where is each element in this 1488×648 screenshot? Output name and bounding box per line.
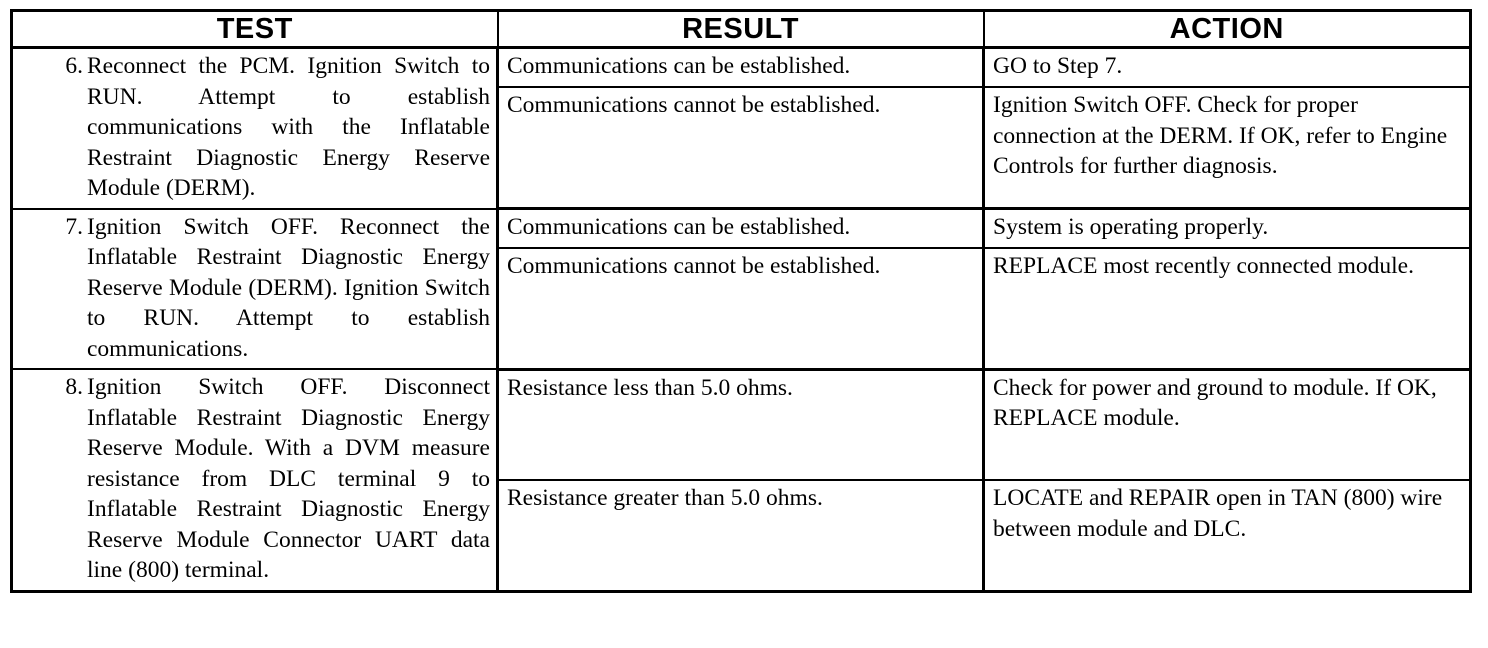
header-row	[12, 11, 1471, 48]
header-action: ACTION	[984, 11, 1471, 48]
result-cell: Communications cannot be established.	[498, 248, 984, 369]
result-cell: Communications cannot be established.	[498, 87, 984, 209]
test-description: Reconnect the PCM. Ignition Switch to RUN. Attempt to establish communications with the Inflatable Restraint Diagnostic Energy Reserve Module (DERM).	[87, 53, 490, 201]
action-cell: LOCATE and REPAIR open in TAN (800) wire between module and DLC.	[984, 480, 1471, 591]
action-cell: GO to Step 7.	[984, 48, 1471, 88]
result-cell: Resistance greater than 5.0 ohms.	[498, 480, 984, 591]
table-row	[12, 48, 1471, 88]
test-cell-step-6	[12, 48, 498, 209]
step-number: 6.	[65, 53, 83, 79]
table-row	[12, 369, 1471, 480]
action-cell: Check for power and ground to module. If OK, REPLACE module.	[984, 369, 1471, 480]
test-description: Ignition Switch OFF. Disconnect Inflatable Restraint Diagnostic Energy Reserve Module. With a DVM measure resistance from DLC terminal 9 to Inflatable Restraint Diagnostic Energy Reserve Module Connector UART data line (800) terminal.	[87, 374, 490, 583]
result-cell: Communications can be established.	[498, 48, 984, 88]
header-test: TEST	[12, 11, 498, 48]
table-body	[12, 48, 1471, 592]
test-cell-step-7	[12, 209, 498, 370]
step-number: 7.	[65, 213, 83, 240]
test-cell-step-8	[12, 369, 498, 591]
step-number: 8.	[65, 374, 83, 400]
result-cell: Resistance less than 5.0 ohms.	[498, 369, 984, 480]
result-cell: Communications can be established.	[498, 209, 984, 249]
action-cell: System is operating properly.	[984, 209, 1471, 249]
test-description: Ignition Switch OFF. Reconnect the Inflatable Restraint Diagnostic Energy Reserve Module (DERM). Ignition Switch to RUN. Attempt to establish communications.	[87, 213, 490, 362]
table-row	[12, 209, 1471, 249]
action-cell: REPLACE most recently connected module.	[984, 248, 1471, 369]
table-header	[12, 11, 1471, 48]
header-result: RESULT	[498, 11, 984, 48]
action-cell: Ignition Switch OFF. Check for proper connection at the DERM. If OK, refer to Engine Controls for further diagnosis.	[984, 87, 1471, 209]
diagnostic-table	[10, 9, 1472, 593]
